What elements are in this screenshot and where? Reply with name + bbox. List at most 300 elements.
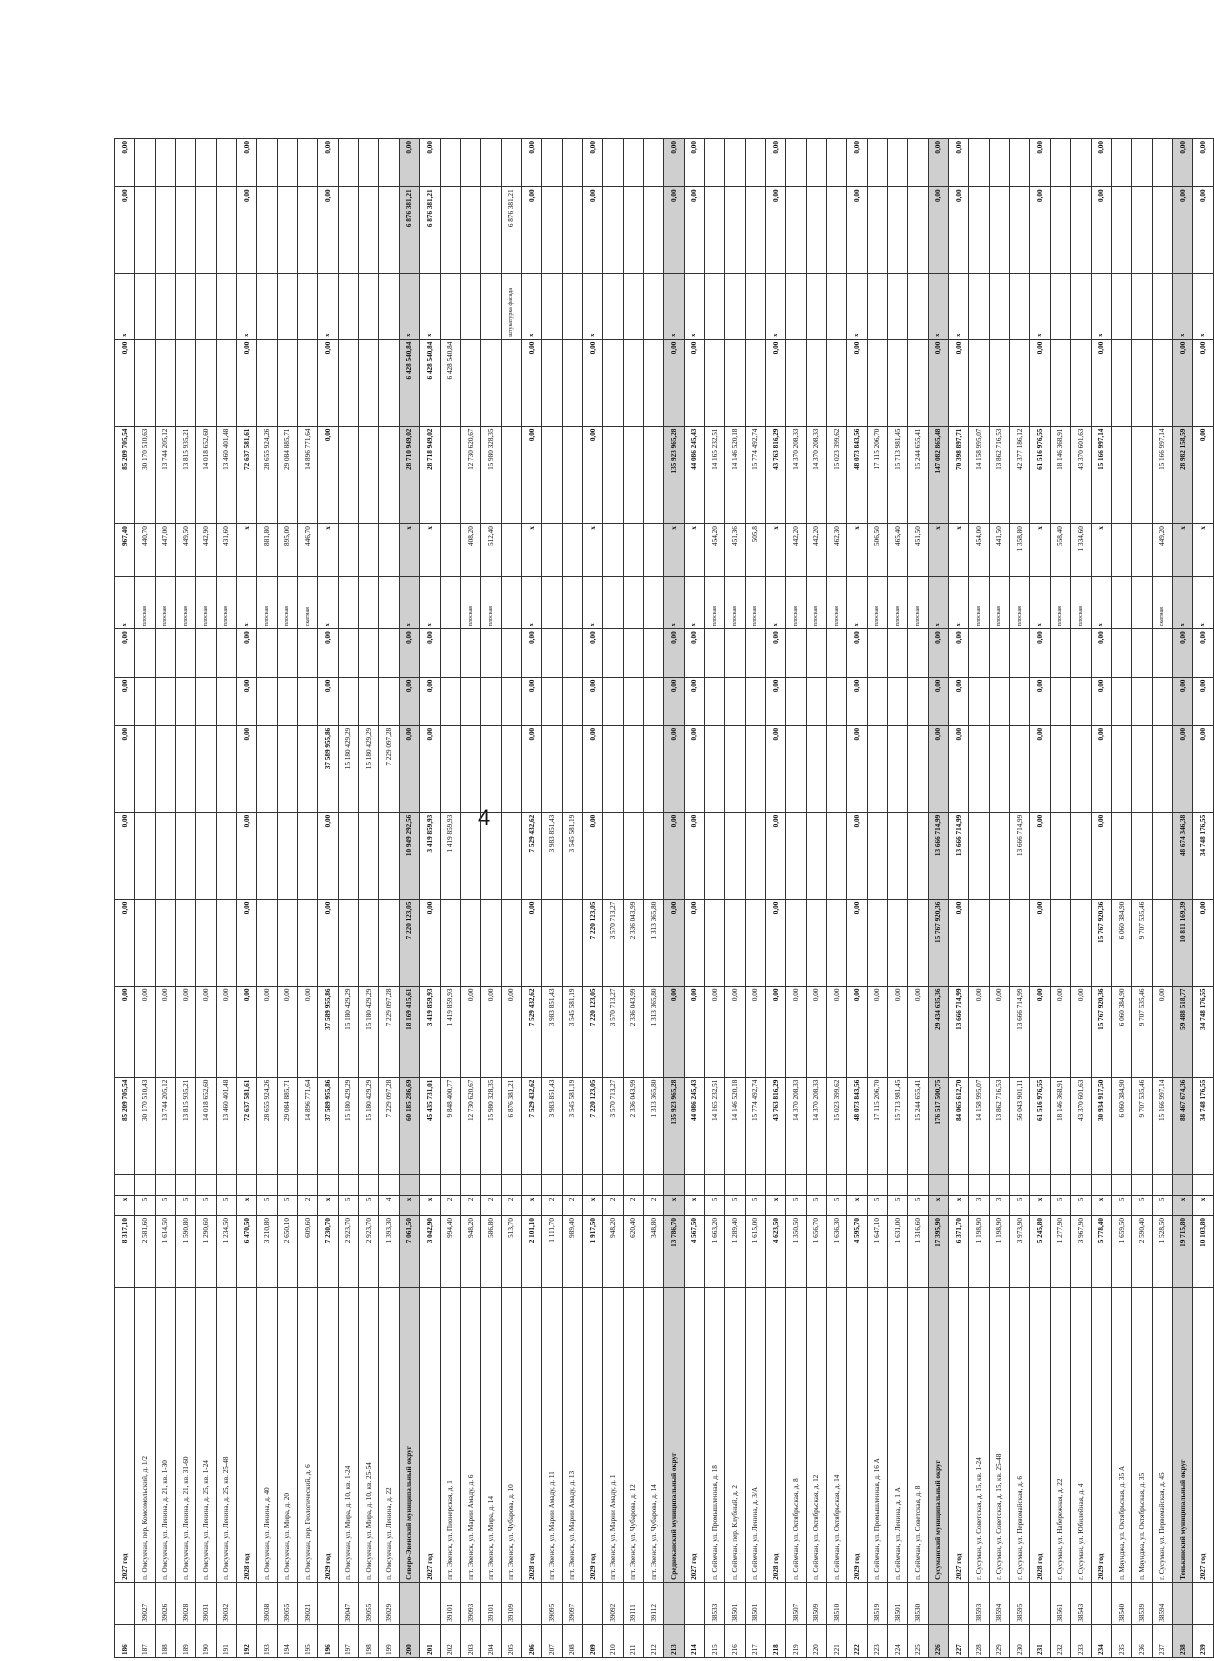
table-cell: 0,00 bbox=[1172, 725, 1192, 812]
table-cell: 2 bbox=[501, 1195, 521, 1215]
table-cell bbox=[684, 1582, 704, 1624]
table-cell: 3 210,80 bbox=[257, 1216, 277, 1288]
table-cell: x bbox=[949, 274, 969, 339]
table-cell: x bbox=[115, 274, 135, 339]
table-cell bbox=[888, 1175, 908, 1195]
table-cell: 15 774 492,74 bbox=[745, 426, 765, 524]
table-cell: 2029 год bbox=[1091, 1287, 1111, 1582]
table-cell bbox=[440, 426, 460, 524]
table-cell bbox=[501, 812, 521, 899]
table-cell bbox=[379, 576, 399, 629]
table-cell: 0,00 bbox=[847, 986, 867, 1077]
table-cell bbox=[603, 1175, 623, 1195]
table-cell bbox=[1010, 274, 1030, 339]
table-cell: 2027 год bbox=[949, 1287, 969, 1582]
table-cell bbox=[603, 339, 623, 426]
table-cell bbox=[338, 576, 358, 629]
table-cell: 0,00 bbox=[989, 986, 1009, 1077]
table-cell bbox=[1132, 725, 1152, 812]
table-cell: 449,20 bbox=[1152, 524, 1172, 577]
table-cell bbox=[643, 524, 663, 577]
table-cell: x bbox=[318, 576, 338, 629]
table-cell bbox=[704, 274, 724, 339]
table-cell: 215 bbox=[704, 1624, 724, 1657]
table-cell: 5 bbox=[359, 1195, 379, 1215]
table-cell bbox=[806, 139, 826, 187]
table-cell bbox=[643, 187, 663, 274]
table-cell bbox=[379, 812, 399, 899]
table-cell: 1 636,30 bbox=[827, 1216, 847, 1288]
table-row bbox=[277, 139, 297, 1658]
table-cell bbox=[440, 274, 460, 339]
table-cell: 431,60 bbox=[216, 524, 236, 577]
table-cell bbox=[562, 187, 582, 274]
table-cell bbox=[460, 187, 480, 274]
table-cell: 15 180 429,29 bbox=[359, 986, 379, 1077]
table-cell: 454,20 bbox=[704, 524, 724, 577]
table-cell: x bbox=[847, 576, 867, 629]
table-cell: 2028 год bbox=[521, 1287, 541, 1582]
table-cell bbox=[562, 899, 582, 986]
table-cell bbox=[806, 1175, 826, 1195]
table-cell: 14 370 208,33 bbox=[786, 426, 806, 524]
table-cell bbox=[704, 677, 724, 725]
table-cell: 39021 bbox=[298, 1582, 318, 1624]
table-cell: 18 146 368,91 bbox=[1050, 1077, 1070, 1175]
table-cell: 0,00 bbox=[684, 986, 704, 1077]
table-cell bbox=[969, 899, 989, 986]
table-cell: 1 419 859,93 bbox=[440, 812, 460, 899]
table-cell: 38510 bbox=[827, 1582, 847, 1624]
table-cell bbox=[501, 524, 521, 577]
table-cell: 0,00 bbox=[704, 986, 724, 1077]
table-cell bbox=[623, 576, 643, 629]
table-cell: пгт. Эвенск, ул. Чубарова, д. 10 bbox=[501, 1287, 521, 1582]
table-cell bbox=[135, 187, 155, 274]
table-cell: 2 923,70 bbox=[338, 1216, 358, 1288]
table-cell: 0,00 bbox=[664, 812, 684, 899]
table-cell: 0,00 bbox=[664, 677, 684, 725]
table-cell: 60 185 286,69 bbox=[399, 1077, 419, 1175]
table-row bbox=[542, 139, 562, 1658]
table-cell bbox=[989, 725, 1009, 812]
table-cell: x bbox=[115, 1195, 135, 1215]
table-cell bbox=[888, 274, 908, 339]
table-cell bbox=[1132, 426, 1152, 524]
table-cell bbox=[338, 899, 358, 986]
table-cell bbox=[460, 677, 480, 725]
table-cell: 38595 bbox=[1010, 1582, 1030, 1624]
table-cell: x bbox=[664, 576, 684, 629]
table-cell: x bbox=[949, 1195, 969, 1215]
table-cell: п. Омсукчан, ул. Ленина, д. 21, кв. 31-60 bbox=[176, 1287, 196, 1582]
table-cell bbox=[989, 1175, 1009, 1195]
table-cell: 0,00 bbox=[1091, 187, 1111, 274]
table-cell: 1 528,50 bbox=[1152, 1216, 1172, 1288]
table-cell: 6 428 540,84 bbox=[399, 339, 419, 426]
table-cell: 39111 bbox=[623, 1582, 643, 1624]
table-cell bbox=[216, 1175, 236, 1195]
table-cell: 0,00 bbox=[908, 986, 928, 1077]
table-cell bbox=[1050, 139, 1070, 187]
table-cell bbox=[949, 1582, 969, 1624]
table-cell: 1 393,30 bbox=[379, 1216, 399, 1288]
table-cell: скатная bbox=[1152, 576, 1172, 629]
table-cell: x bbox=[1193, 274, 1214, 339]
table-cell: 9 707 535,46 bbox=[1132, 1077, 1152, 1175]
table-cell: Тенькинский муниципальный округ bbox=[1172, 1287, 1192, 1582]
table-cell: п. Омсукчан, ул. Ленина, д. 40 bbox=[257, 1287, 277, 1582]
table-cell bbox=[827, 339, 847, 426]
table-cell: 14 370 208,33 bbox=[806, 1077, 826, 1175]
table-cell: x bbox=[847, 1195, 867, 1215]
table-cell: 0,00 bbox=[684, 677, 704, 725]
table-row bbox=[1132, 139, 1152, 1658]
table-cell: 13 666 714,99 bbox=[1010, 812, 1030, 899]
table-cell: 0,00 bbox=[115, 629, 135, 677]
table-cell bbox=[704, 725, 724, 812]
table-cell: x bbox=[928, 1195, 948, 1215]
table-cell: 15 023 399,62 bbox=[827, 426, 847, 524]
table-cell: 38539 bbox=[1132, 1582, 1152, 1624]
table-cell: 2027 год bbox=[420, 1287, 440, 1582]
table-cell bbox=[908, 677, 928, 725]
table-cell: x bbox=[318, 274, 338, 339]
table-cell bbox=[196, 274, 216, 339]
table-cell bbox=[745, 899, 765, 986]
table-cell: 14 165 232,51 bbox=[704, 426, 724, 524]
table-row bbox=[786, 139, 806, 1658]
table-cell bbox=[827, 187, 847, 274]
table-cell: 2 bbox=[481, 1195, 501, 1215]
table-cell: 5 bbox=[806, 1195, 826, 1215]
table-cell: 0,00 bbox=[867, 986, 887, 1077]
table-cell: x bbox=[237, 524, 257, 577]
table-cell bbox=[440, 677, 460, 725]
table-cell: 39027 bbox=[135, 1582, 155, 1624]
table-cell bbox=[786, 187, 806, 274]
table-row bbox=[989, 139, 1009, 1658]
table-cell: 0,00 bbox=[399, 677, 419, 725]
table-cell: 0,00 bbox=[582, 426, 602, 524]
table-cell: 239 bbox=[1193, 1624, 1214, 1657]
table-cell bbox=[196, 899, 216, 986]
table-cell: 0,00 bbox=[664, 629, 684, 677]
table-cell bbox=[643, 274, 663, 339]
table-cell: 209 bbox=[582, 1624, 602, 1657]
table-cell bbox=[1132, 139, 1152, 187]
table-cell: 1 350,50 bbox=[786, 1216, 806, 1288]
table-cell: 15 180 429,29 bbox=[338, 1077, 358, 1175]
table-cell: 0,00 bbox=[847, 812, 867, 899]
table-row bbox=[949, 139, 969, 1658]
table-cell bbox=[1050, 274, 1070, 339]
table-cell: x bbox=[1030, 1195, 1050, 1215]
table-row bbox=[521, 139, 541, 1658]
table-cell bbox=[277, 187, 297, 274]
table-cell: 13 862 716,53 bbox=[989, 426, 1009, 524]
table-cell: 0,00 bbox=[684, 629, 704, 677]
table-cell: 2 bbox=[440, 1195, 460, 1215]
table-cell bbox=[1111, 812, 1131, 899]
table-cell bbox=[1132, 1175, 1152, 1195]
table-cell: 0,00 bbox=[1030, 677, 1050, 725]
table-cell bbox=[542, 524, 562, 577]
table-cell: 17 115 206,70 bbox=[867, 426, 887, 524]
table-cell: 462,30 bbox=[827, 524, 847, 577]
table-cell: 5 bbox=[888, 1195, 908, 1215]
table-cell: 15 774 492,74 bbox=[745, 1077, 765, 1175]
table-cell: x bbox=[582, 524, 602, 577]
table-cell: 37 589 955,86 bbox=[318, 725, 338, 812]
table-row bbox=[460, 139, 480, 1658]
table-row bbox=[806, 139, 826, 1658]
table-cell bbox=[1071, 812, 1091, 899]
table-cell: x bbox=[318, 524, 338, 577]
table-cell: 0,00 bbox=[318, 812, 338, 899]
table-cell bbox=[603, 576, 623, 629]
table-cell: 3 983 851,43 bbox=[542, 986, 562, 1077]
table-cell bbox=[603, 629, 623, 677]
table-cell bbox=[277, 139, 297, 187]
table-cell bbox=[318, 1175, 338, 1195]
table-cell bbox=[704, 812, 724, 899]
table-cell bbox=[338, 187, 358, 274]
table-cell: 59 488 518,77 bbox=[1172, 986, 1192, 1077]
table-cell bbox=[460, 139, 480, 187]
table-cell bbox=[623, 139, 643, 187]
table-cell bbox=[908, 1175, 928, 1195]
table-cell: 15 023 399,62 bbox=[827, 1077, 847, 1175]
table-cell: x bbox=[115, 576, 135, 629]
table-cell: 0,00 bbox=[1172, 139, 1192, 187]
table-cell: 0,00 bbox=[521, 629, 541, 677]
table-cell: 194 bbox=[277, 1624, 297, 1657]
table-cell bbox=[115, 1582, 135, 1624]
table-cell bbox=[969, 629, 989, 677]
table-cell bbox=[1071, 725, 1091, 812]
table-cell bbox=[725, 274, 745, 339]
table-cell: 0,00 bbox=[684, 139, 704, 187]
table-cell: п. Сеймчан, ул. Ленина, д. 1 А bbox=[888, 1287, 908, 1582]
table-cell: п. Омсукчан, ул. Ленина, д. 22 bbox=[379, 1287, 399, 1582]
table-cell: 42 377 186,12 bbox=[1010, 426, 1030, 524]
table-cell: 0,00 bbox=[949, 677, 969, 725]
table-cell: 0,00 bbox=[949, 139, 969, 187]
table-cell: 231 bbox=[1030, 1624, 1050, 1657]
table-cell: 135 923 965,28 bbox=[664, 1077, 684, 1175]
table-cell: 7 229 097,28 bbox=[379, 725, 399, 812]
table-row bbox=[562, 139, 582, 1658]
table-cell: 1 198,90 bbox=[989, 1216, 1009, 1288]
table-cell: 881,80 bbox=[257, 524, 277, 577]
table-cell bbox=[949, 1175, 969, 1195]
table-cell: 214 bbox=[684, 1624, 704, 1657]
table-cell: 19 715,80 bbox=[1172, 1216, 1192, 1288]
table-cell bbox=[440, 725, 460, 812]
table-cell bbox=[176, 629, 196, 677]
table-cell bbox=[257, 139, 277, 187]
table-cell bbox=[196, 1175, 216, 1195]
table-cell: 6 371,70 bbox=[949, 1216, 969, 1288]
table-cell: 15 166 997,14 bbox=[1152, 1077, 1172, 1175]
table-cell: 2028 год bbox=[1030, 1287, 1050, 1582]
table-cell: 0,00 bbox=[684, 187, 704, 274]
table-cell: 14 370 208,33 bbox=[806, 426, 826, 524]
table-cell: п. Омсукчан, пер. Комсомольский, д. 1/2 bbox=[135, 1287, 155, 1582]
table-cell: 207 bbox=[542, 1624, 562, 1657]
table-cell: 0,00 bbox=[766, 986, 786, 1077]
table-row bbox=[623, 139, 643, 1658]
table-cell: 195 bbox=[298, 1624, 318, 1657]
table-row bbox=[867, 139, 887, 1658]
table-row bbox=[379, 139, 399, 1658]
table-cell: 0,00 bbox=[237, 899, 257, 986]
table-cell: плоская bbox=[196, 576, 216, 629]
table-cell bbox=[359, 524, 379, 577]
table-cell: п. Омсукчан, ул. Ленина, д. 25, кв. 1-24 bbox=[196, 1287, 216, 1582]
table-cell bbox=[379, 274, 399, 339]
table-cell: п. Сеймчан, ул. Ленина, д. 3/А bbox=[745, 1287, 765, 1582]
table-cell bbox=[725, 677, 745, 725]
table-cell bbox=[1152, 1175, 1172, 1195]
table-cell: 39047 bbox=[338, 1582, 358, 1624]
table-cell: 2 bbox=[603, 1195, 623, 1215]
table-cell: 1 656,70 bbox=[806, 1216, 826, 1288]
table-row bbox=[684, 139, 704, 1658]
rotated-table-wrapper bbox=[114, 138, 1214, 1658]
table-cell bbox=[277, 1175, 297, 1195]
table-cell: Среднеканский муниципальный округ bbox=[664, 1287, 684, 1582]
table-cell bbox=[501, 576, 521, 629]
table-cell: 217 bbox=[745, 1624, 765, 1657]
table-cell: 192 bbox=[237, 1624, 257, 1657]
table-cell: x bbox=[521, 576, 541, 629]
table-cell: x bbox=[1030, 274, 1050, 339]
table-cell bbox=[176, 812, 196, 899]
table-cell: 0,00 bbox=[664, 725, 684, 812]
table-cell bbox=[664, 1175, 684, 1195]
table-cell: 230 bbox=[1010, 1624, 1030, 1657]
table-cell: 85 209 705,54 bbox=[115, 426, 135, 524]
table-cell bbox=[379, 629, 399, 677]
table-cell: 72 637 581,61 bbox=[237, 426, 257, 524]
table-cell bbox=[908, 812, 928, 899]
table-cell: 2028 год bbox=[237, 1287, 257, 1582]
table-cell: 15 180 429,29 bbox=[359, 1077, 379, 1175]
table-cell bbox=[888, 339, 908, 426]
table-cell bbox=[643, 426, 663, 524]
table-cell: 1 313 365,80 bbox=[643, 899, 663, 986]
table-cell: 45 435 731,01 bbox=[420, 1077, 440, 1175]
table-cell: 0,00 bbox=[521, 725, 541, 812]
table-row bbox=[420, 139, 440, 1658]
table-cell bbox=[542, 139, 562, 187]
table-cell bbox=[338, 339, 358, 426]
table-cell: 0,00 bbox=[399, 629, 419, 677]
table-cell bbox=[1050, 677, 1070, 725]
table-cell: 8 317,10 bbox=[115, 1216, 135, 1288]
table-cell: 15 767 920,36 bbox=[1091, 986, 1111, 1077]
table-cell: 7 220 123,05 bbox=[399, 899, 419, 986]
table-cell: 6 060 384,90 bbox=[1111, 986, 1131, 1077]
table-cell bbox=[1111, 524, 1131, 577]
table-cell: п. Омсукчан, пер. Геологический, д. 6 bbox=[298, 1287, 318, 1582]
table-cell: 135 923 965,28 bbox=[664, 426, 684, 524]
table-cell: 39055 bbox=[359, 1582, 379, 1624]
table-cell bbox=[216, 725, 236, 812]
table-cell: 10 811 169,39 bbox=[1172, 899, 1192, 986]
table-cell bbox=[766, 1175, 786, 1195]
table-cell: 238 bbox=[1172, 1624, 1192, 1657]
table-cell: 13 666 714,99 bbox=[949, 812, 969, 899]
table-cell bbox=[542, 576, 562, 629]
table-cell: 2027 год bbox=[1193, 1287, 1214, 1582]
table-cell bbox=[460, 725, 480, 812]
table-cell: плоская bbox=[135, 576, 155, 629]
table-cell: 2029 год bbox=[847, 1287, 867, 1582]
table-cell bbox=[196, 187, 216, 274]
table-cell: 48 674 346,38 bbox=[1172, 812, 1192, 899]
table-cell: 0,00 bbox=[318, 677, 338, 725]
table-cell: 348,80 bbox=[643, 1216, 663, 1288]
table-cell bbox=[501, 139, 521, 187]
table-cell bbox=[196, 812, 216, 899]
table-cell: 7 529 432,62 bbox=[521, 986, 541, 1077]
table-cell bbox=[135, 1175, 155, 1195]
table-cell: 0,00 bbox=[318, 139, 338, 187]
table-cell bbox=[338, 524, 358, 577]
table-cell: плоская bbox=[1010, 576, 1030, 629]
table-cell: 38561 bbox=[1050, 1582, 1070, 1624]
table-cell: 0,00 bbox=[115, 139, 135, 187]
table-cell: 13 744 205,12 bbox=[155, 1077, 175, 1175]
table-cell: 0,00 bbox=[237, 139, 257, 187]
table-cell bbox=[562, 274, 582, 339]
table-cell bbox=[1010, 899, 1030, 986]
table-cell bbox=[867, 1175, 887, 1195]
table-cell: 513,70 bbox=[501, 1216, 521, 1288]
table-cell: 3 545 581,19 bbox=[562, 1077, 582, 1175]
table-cell: 61 516 976,55 bbox=[1030, 1077, 1050, 1175]
table-row bbox=[827, 139, 847, 1658]
table-cell: 0,00 bbox=[847, 139, 867, 187]
table-cell: 0,00 bbox=[176, 986, 196, 1077]
table-cell bbox=[216, 629, 236, 677]
table-cell bbox=[888, 629, 908, 677]
table-cell: x bbox=[318, 1195, 338, 1215]
table-cell: x bbox=[399, 576, 419, 629]
table-cell: 0,00 bbox=[806, 986, 826, 1077]
table-cell: 5 bbox=[908, 1195, 928, 1215]
table-cell: 15 713 981,45 bbox=[888, 1077, 908, 1175]
table-cell: x bbox=[399, 274, 419, 339]
table-row bbox=[643, 139, 663, 1658]
table-cell: 3 545 581,19 bbox=[562, 812, 582, 899]
table-cell bbox=[562, 576, 582, 629]
table-cell: 0,00 bbox=[277, 986, 297, 1077]
table-cell: 0,00 bbox=[664, 986, 684, 1077]
table-cell bbox=[1010, 1175, 1030, 1195]
table-cell: 0,00 bbox=[684, 725, 704, 812]
table-cell bbox=[1193, 1582, 1214, 1624]
table-cell: 34 748 176,55 bbox=[1193, 1077, 1214, 1175]
table-cell: 0,00 bbox=[664, 139, 684, 187]
table-cell bbox=[1050, 629, 1070, 677]
table-cell bbox=[542, 629, 562, 677]
table-cell: г. Сусуман, ул. Первомайская, д. 45 bbox=[1152, 1287, 1172, 1582]
table-cell: 4 595,70 bbox=[847, 1216, 867, 1288]
